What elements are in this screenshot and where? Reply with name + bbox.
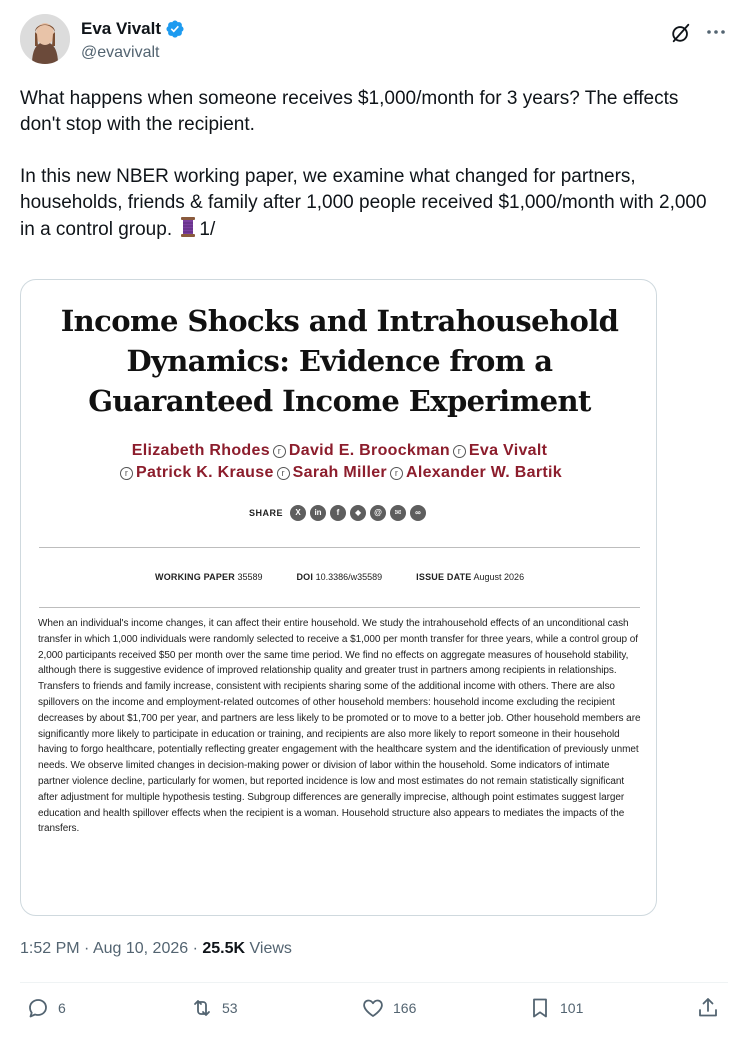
repost-icon (190, 996, 214, 1020)
share-button[interactable] (696, 996, 720, 1020)
author-name: Eva Vivalt (468, 442, 548, 459)
author-name: Alexander W. Bartik (405, 464, 562, 481)
share-row (249, 505, 426, 521)
more-options-icon[interactable] (704, 20, 728, 44)
paper-title (21, 301, 657, 421)
facebook-icon: f (330, 505, 346, 521)
author-name: David E. Broockman (288, 442, 450, 459)
author-name: Patrick K. Krause (136, 464, 274, 481)
reply-button[interactable] (26, 996, 66, 1020)
repost-count: 53 (222, 1000, 238, 1016)
mastodon-icon: @ (370, 505, 386, 521)
issue-date-meta: ISSUE DATE August 2026 (416, 572, 525, 582)
views-count: 25.5K (202, 940, 246, 957)
orcid-icon: r (390, 467, 403, 480)
heart-icon (361, 996, 385, 1020)
like-button[interactable] (361, 996, 416, 1020)
tweet-text (20, 86, 710, 243)
paper-title-line-1: Income Shocks and Intrahousehold (60, 304, 619, 338)
orcid-icon: r (273, 445, 286, 458)
paper-abstract: When an individual's income changes, it can affect their entire household. We study the intrahousehold effects of an unconditional cash transfer in which 1,000 individuals were randomly selected to receive a $1,000 per month transfer for three years, while a control group of 2,000 participants received $50 per month over the same time period. We find no effects on aggregate measures of household stability, although there is suggestive evidence of improved relationship quality and greater trust in partners among recipients in relationships. Transfers to friends and family increase, consistent with recipients sharing some of the additional income with others. There are also spillovers on the income and employment-related outcomes of other household members: household income excluding the recipient decreases by about $1,700 per year, and partners are less likely to be promoted or to move to a better job. Other household members are significantly more likely to participate in education or training, and recipients are also more likely to report someone in their household having to forgo healthcare, potentially reflecting greater engagement with the healthcare system and the identification of previously unmet needs. We observe limited changes in decision-making power or division of labor within the household. Some indicators of intimate partner violence decline, particularly for women, but reported incidence is low and most estimates do not remain statistically significant after adjustment for multiple hypothesis testing. Subgroup differences are generally imprecise, although point estimates suggest larger education and health spillover effects when the recipient is a woman. Household structure also appears to mediates the impacts of the transfers. (38, 618, 641, 835)
linkedin-icon: in (310, 505, 326, 521)
avatar[interactable] (20, 14, 70, 64)
handle[interactable]: @evavivalt (81, 44, 160, 61)
tweet-paragraph-2 (20, 164, 710, 243)
bookmark-button[interactable] (528, 996, 583, 1020)
separator: · (84, 940, 90, 957)
grok-icon[interactable] (670, 22, 692, 44)
paper-meta-row (155, 572, 524, 582)
post-time[interactable]: 1:52 PM (20, 940, 80, 957)
media-image[interactable] (20, 279, 657, 916)
repost-button[interactable] (190, 996, 238, 1020)
paper-title-line-2: Dynamics: Evidence from a (126, 344, 553, 378)
working-paper-meta: WORKING PAPER 35589 (155, 572, 263, 582)
reply-icon (26, 996, 50, 1020)
display-name[interactable]: Eva Vivalt (81, 19, 162, 38)
x-icon: X (290, 505, 306, 521)
orcid-icon: r (277, 467, 290, 480)
action-bar (20, 996, 728, 1032)
name-row (81, 19, 185, 39)
separator: · (192, 940, 198, 957)
thread-spool-icon (177, 216, 199, 238)
doi-meta: DOI 10.3386/w35589 (296, 572, 383, 582)
paper-title-line-3: Guaranteed Income Experiment (88, 384, 591, 418)
email-icon: ✉ (390, 505, 406, 521)
timestamp-row (20, 940, 292, 958)
paper-divider-top (39, 547, 640, 548)
link-icon: ∞ (410, 505, 426, 521)
divider (20, 982, 728, 983)
paper-divider-bottom (39, 607, 640, 608)
like-count: 166 (393, 1000, 417, 1016)
verified-badge-icon (165, 19, 185, 39)
bookmark-icon (528, 996, 552, 1020)
bookmark-count: 101 (560, 1000, 584, 1016)
tweet-paragraph-2-text: In this new NBER working paper, we examine what changed for partners, households, friends & family after 1,000 people received $1,000/month with 2,000 in a control group. (20, 166, 707, 240)
post-date[interactable]: Aug 10, 2026 (92, 940, 189, 957)
tweet-paragraph-1: What happens when someone receives $1,000/month for 3 years? The effects don't stop with the recipient. (20, 88, 679, 135)
paper-authors (81, 440, 598, 484)
share-label: SHARE (249, 508, 284, 518)
orcid-icon: r (453, 445, 466, 458)
author-name: Sarah Miller (292, 464, 387, 481)
bluesky-icon: ◆ (350, 505, 366, 521)
author-name: Elizabeth Rhodes (131, 442, 270, 459)
views-label: Views (249, 940, 292, 957)
tweet-header (20, 14, 728, 70)
orcid-icon: r (120, 467, 133, 480)
share-icon (696, 996, 720, 1020)
thread-marker: 1/ (199, 219, 216, 240)
reply-count: 6 (58, 1000, 66, 1016)
